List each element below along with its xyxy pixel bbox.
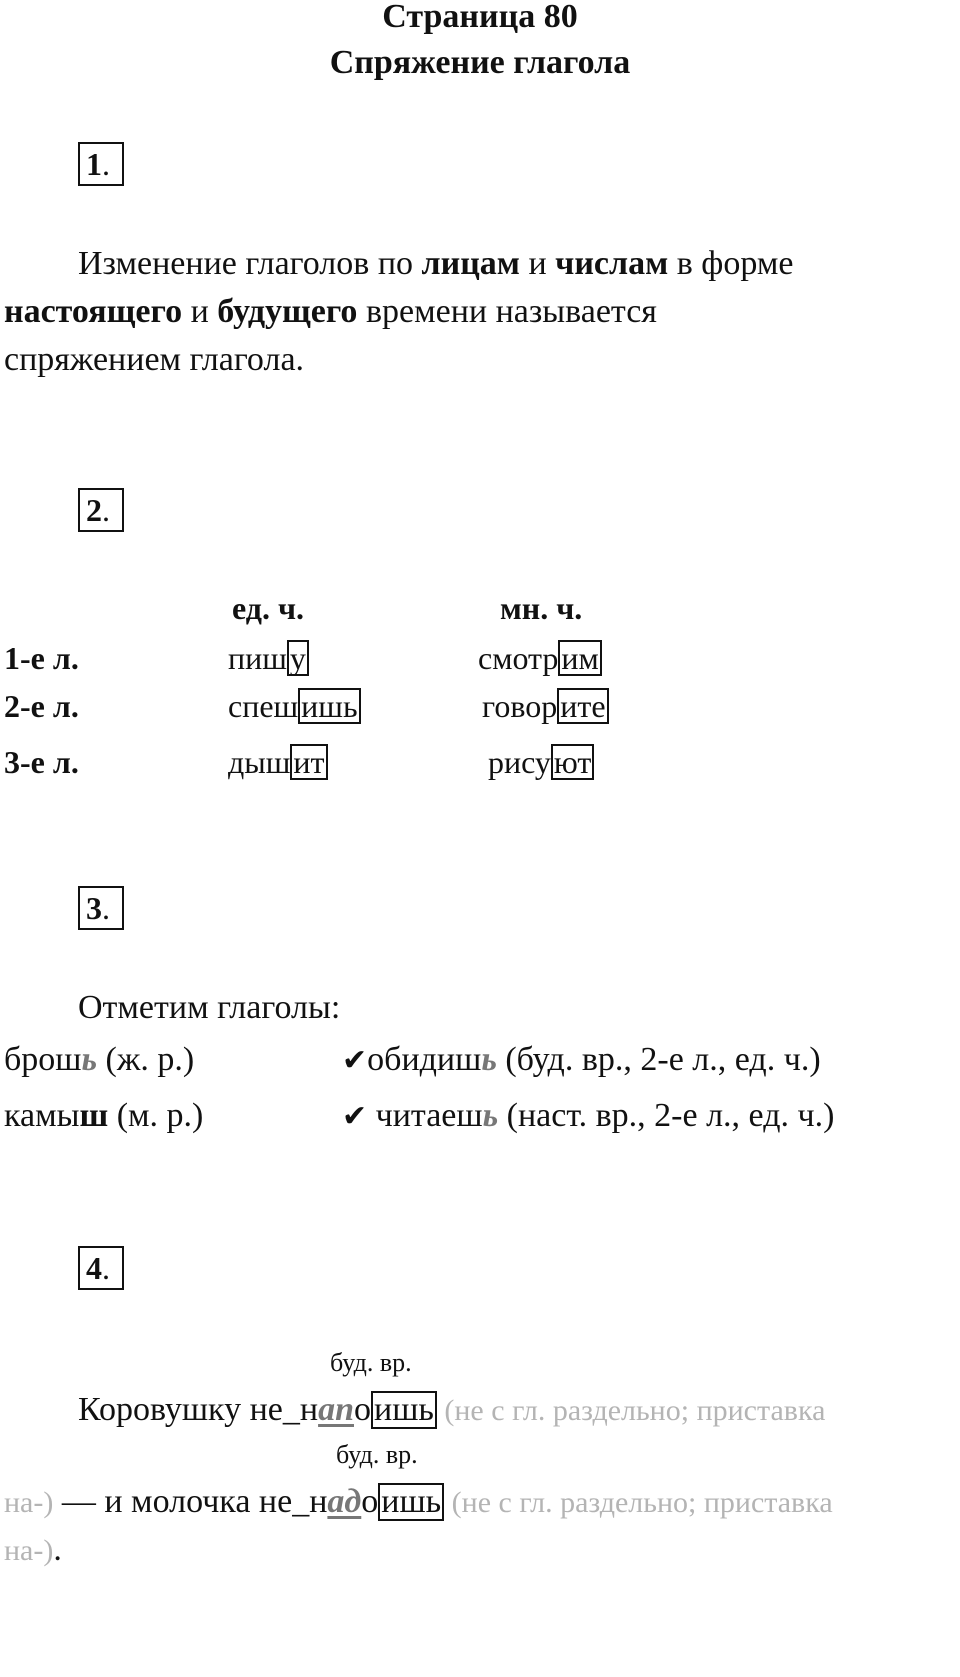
- conjugation-3-plural: рисуют: [488, 744, 594, 781]
- task4-line1: Коровушку не_напоишь (не с гл. раздельно; приставка: [78, 1391, 826, 1428]
- conjugation-2-plural: говорите: [482, 688, 609, 725]
- prefix-mark: ап: [318, 1391, 354, 1428]
- column-header-singular: ед. ч.: [232, 590, 305, 626]
- task-number-1: 1.: [78, 142, 124, 186]
- conjugation-2-singular: спешишь: [228, 688, 361, 725]
- person-label-2: 2-е л.: [4, 688, 79, 724]
- noun-brosh: брошь (ж. р.): [4, 1041, 195, 1078]
- task1-line3: спряжением глагола.: [4, 341, 305, 378]
- verb-chitaesh: ✔ читаешь (наст. вр., 2-е л., ед. ч.): [342, 1097, 835, 1134]
- tense-label-1: буд. вр.: [330, 1348, 412, 1377]
- checkmark-icon: ✔: [342, 1100, 368, 1133]
- checkmark-icon: ✔: [342, 1044, 368, 1077]
- ending-box: им: [558, 640, 601, 676]
- tense-label-2: буд. вр.: [336, 1440, 418, 1469]
- conjugation-1-singular: пишу: [228, 640, 309, 677]
- task4-line2: на-) — и молочка не_надоишь (не с гл. раздельно; приставка: [4, 1483, 833, 1520]
- conjugation-3-singular: дышит: [228, 744, 328, 781]
- ending-box: ишь: [298, 688, 360, 724]
- task-number-3: 3.: [78, 886, 124, 930]
- page-title: Страница 80: [382, 0, 578, 35]
- person-label-1: 1-е л.: [4, 640, 79, 676]
- task4-line3: на-).: [4, 1531, 62, 1568]
- column-header-plural: мн. ч.: [500, 590, 583, 626]
- ending-box: ишь: [378, 1483, 444, 1521]
- topic-title: Спряжение глагола: [329, 44, 631, 81]
- conjugation-1-plural: смотрим: [478, 640, 602, 677]
- noun-kamysh: камыш (м. р.): [4, 1097, 204, 1134]
- task-number-4: 4.: [78, 1246, 124, 1290]
- prefix-mark: ад: [327, 1483, 362, 1520]
- task1-line1: Изменение глаголов по лицам и числам в форме: [78, 245, 794, 282]
- ending-box: ит: [290, 744, 327, 780]
- ending-box: ите: [557, 688, 608, 724]
- verb-obidish: ✔обидишь (буд. вр., 2-е л., ед. ч.): [342, 1041, 821, 1078]
- ending-box: ишь: [371, 1391, 437, 1429]
- task1-line2: настоящего и будущего времени называется: [4, 293, 657, 330]
- person-label-3: 3-е л.: [4, 744, 79, 780]
- ending-box: у: [287, 640, 309, 676]
- ending-box: ют: [551, 744, 594, 780]
- task-number-2: 2.: [78, 488, 124, 532]
- task3-intro: Отметим глаголы:: [78, 989, 341, 1026]
